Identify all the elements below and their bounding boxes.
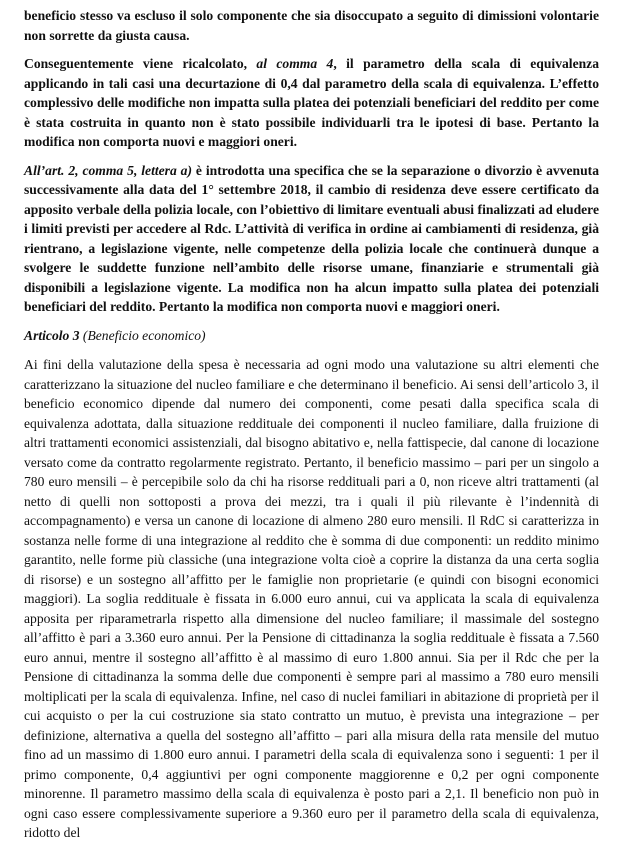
art-2-reference: All’art. 2, comma 5, lettera a): [24, 162, 192, 178]
paragraph-comma-4-start: Conseguentemente viene ricalcolato,: [24, 56, 257, 71]
paragraph-art-2-rest: è introdotta una specifica che se la separazione o divorzio è avvenuta successivamente alla data del 1° settembre 2018, il cambio di residenza deve essere certificato da apposito verbale della polizia locale, con l’obiettivo di limitare eventuali abusi finalizzati ad eludere i limiti previsti per accedere al Rdc. L’attività di verifica in ordine ai cambiamenti di residenza, già rientrano, a legislazione vigente, nelle competenze della polizia locale che continuerà dunque a svolgere le suddette funzione nell’ambito delle risorse umane, finanziarie e strumentali già disponibili a legislazione vigente. La modifica non ha alcun impatto sulla platea dei potenziali beneficiari del reddito. Pertanto la modifica non comporta nuovi e maggiori oneri.: [24, 162, 599, 314]
paragraph-comma-4-rest: , il parametro della scala di equivalenza applicando in tali casi una decurtazione di 0,4 dal parametro della scala di equivalenza. L’effetto complessivo delle modifiche non impatta sulla platea dei potenziali beneficiari del reddito per come è stata costruita in quanto non è stato possibile individuarli tra le ipotesi di base. Pertanto la modifica non comporta nuovi e maggiori oneri.: [24, 56, 599, 149]
paragraph-comma-4: [24, 54, 599, 152]
paragraph-beneficio-economico: Ai fini della valutazione della spesa è necessaria ad ogni modo una valutazione su altri elementi che caratterizzano la situazione del nucleo familiare e che determinano il beneficio. Ai sensi dell’articolo 3, il beneficio economico dipende dal numero dei componenti, come pesati dalla specifica scala di equivalenza adottata, dalla situazione reddituale dei componenti il nucleo familiare, dalla fruizione di altri trattamenti economici assistenziali, dal bisogno abitativo e, nella fattispecie, dal canone di locazione versato come da contratto regolarmente registrato. Pertanto, il beneficio massimo – pari per un singolo a 780 euro mensili – è percepibile solo da chi ha risorse reddituali pari a 0, non riceve altri trattamenti (al netto di quelli non sottoposti a prova dei mezzi, tra i quali il più rilevante è l’indennità di accompagnamento) e versa un canone di locazione di almeno 280 euro mensili. Il RdC si caratterizza in sostanza nelle forme di una integrazione al reddito che è somma di due componenti: un reddito minimo garantito, nelle forme più classiche (una integrazione volta cioè a coprire la distanza da una certa soglia di risorse) e un sostegno all’affitto per le famiglie non proprietarie (e quindi con bisogni economici maggiori). La soglia reddituale è fissata in 6.000 euro annui, cui va applicata la scala di equivalenza apposita per riparametrarla rispetto alla dimensione del nucleo familiare; il massimale del sostegno all’affitto è pari a 3.360 euro annui. Per la Pensione di cittadinanza la soglia reddituale è fissata a 7.560 euro annui, mentre il sostegno all’affitto è al massimo di euro 1.800 annui. Sia per il Rdc che per la Pensione di cittadinanza la somma delle due componenti è sempre pari al massimo a 780 euro mensili moltiplicati per la scala di equivalenza. Infine, nel caso di nuclei familiari in abitazione di proprietà per il cui acquisto o per la cui costruzione sia stato contratto un mutuo, è prevista una integrazione – per definizione, alternativa a quella del sostegno all’affitto – pari alla misura della rata mensile del mutuo fino ad un massimo di 1.800 euro annui. I parametri della scala di equivalenza sono i seguenti: 1 per il primo componente, 0,4 aggiuntivi per ogni componente maggiorenne e 0,2 per ogni componente minorenne. Il parametro massimo della scala di equivalenza è posto pari a 2,1. Il beneficio non può in ogni caso essere complessivamente superiore a 9.360 euro per il parametro della scala di equivalenza, ridotto del: [24, 357, 599, 840]
comma-4-reference: al comma 4: [256, 56, 334, 71]
article-heading: [24, 326, 599, 346]
article-number: Articolo 3: [24, 327, 80, 343]
article-subtitle: (Beneficio economico): [79, 327, 206, 343]
paragraph-dimissioni: beneficio stesso va escluso il solo componente che sia disoccupato a seguito di dimissioni volontarie non sorrette da giusta causa.: [24, 8, 599, 43]
paragraph-art-2: [24, 161, 599, 317]
